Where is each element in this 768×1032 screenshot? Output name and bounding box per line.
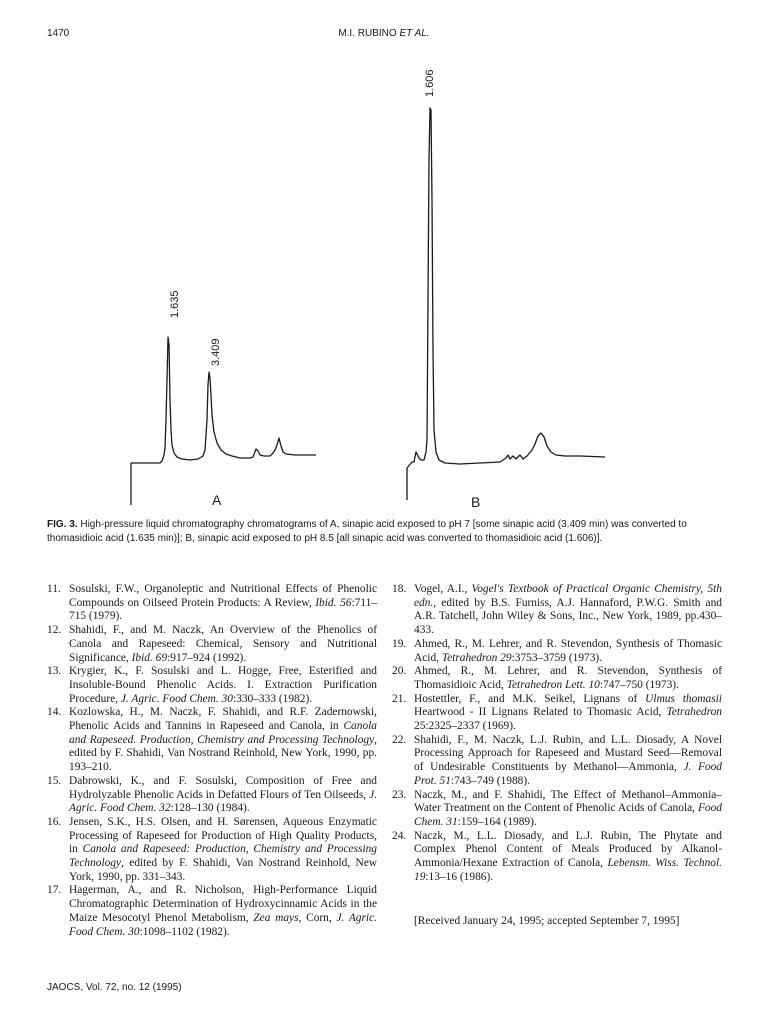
reference-number: 19. xyxy=(392,637,407,650)
reference-text: Ibid. 56 xyxy=(315,596,352,609)
reference-text: :128–130 (1984). xyxy=(170,802,250,815)
reference-text: J. Food Prot. 51 xyxy=(414,761,723,787)
reference-text: Vogel, A.I., xyxy=(414,583,472,595)
peak-label-1-606: 1.606 xyxy=(424,69,436,97)
reference-text: :917–924 (1992). xyxy=(167,651,247,664)
chromatogram-panel-a xyxy=(131,337,316,505)
reference-text: J. Agric. Food Chem. 30 xyxy=(69,911,378,938)
reference-text: Krygier, K., F. Sosulski and L. Hogge, Free, Esterified and Insoluble-Bound Phenolic Acids. I. Extraction Purification Procedure, xyxy=(69,665,377,705)
reference-text: Hostettler, F., and M.K. Seikel, Lignans of xyxy=(414,692,646,705)
reference-text: , Corn, xyxy=(298,911,337,924)
panel-label-a: A xyxy=(212,492,222,508)
peak-label-1-635: 1.635 xyxy=(169,290,181,318)
reference-text: Jensen, S.K., H.S. Olsen, and H. Sørensen, Aqueous Enzymatic Processing of Rapeseed for Production of High Quality Products, in xyxy=(69,815,377,856)
reference-entry xyxy=(47,624,377,665)
reference-text: :747–750 (1973). xyxy=(599,678,679,691)
reference-text: Lebensm. Wiss. Technol. 19 xyxy=(414,857,722,883)
page-number: 1470 xyxy=(47,28,70,39)
panel-b-trace xyxy=(407,108,605,468)
reference-entry xyxy=(47,775,377,816)
running-title-et-al: ET AL. xyxy=(399,28,430,39)
reference-entry xyxy=(47,583,377,624)
reference-number: 13. xyxy=(47,665,62,678)
reference-number: 11. xyxy=(47,583,61,595)
reference-text: , edited by F. Shahidi, Van Nostrand Reinhold, New York, 1990, pp. 331–343. xyxy=(69,857,377,883)
reference-text: , edited by F. Shahidi, Van Nostrand Reinhold, New York, 1990, pp. 193–210. xyxy=(69,733,377,774)
journal-footer: JAOCS, Vol. 72, no. 12 (1995) xyxy=(47,982,182,993)
panel-a-trace xyxy=(131,337,316,463)
reference-text: :13–16 (1986). xyxy=(425,870,494,883)
reference-text: J. Agric. Food Chem. 32 xyxy=(69,788,377,815)
reference-text: Heartwood - II Lignans Related to Thomasic Acid, xyxy=(414,706,667,719)
reference-text: Shahidi, F., M. Naczk, L.J. Rubin, and L.L. Diosady, A Novel Processing Approach for Rapeseed and Mustard Seed—Removal of Undesirable Constituents by Methanol—Ammonia, xyxy=(414,733,722,774)
figure-caption-text: High-pressure liquid chromatography chromatograms of A, sinapic acid exposed to pH 7 [some sinapic acid (3.409 min) was converted to thomasidioic acid (1.635 min)]; B, sinapic acid exposed to pH 8.5 [all sinapic acid was converted to thomasidioic acid (1.606)]. xyxy=(47,519,687,544)
received-accepted-note: [Received January 24, 1995; accepted September 7, 1995] xyxy=(414,915,680,927)
reference-entry xyxy=(392,734,722,789)
reference-text: Ahmed, R., M. Lehrer, and R. Stevendon, Synthesis of Thomasic Acid, xyxy=(414,637,722,664)
reference-text: Canola and Rapeseed: Production, Chemistry and Processing Technology xyxy=(69,843,377,870)
reference-text: Ibid. 69 xyxy=(131,651,168,664)
reference-text: Vogel's Textbook of Practical Organic Chemistry, 5th edn. xyxy=(414,583,722,609)
reference-text: Tetrahedron xyxy=(666,706,722,719)
reference-number: 24. xyxy=(392,829,407,842)
reference-number: 20. xyxy=(392,665,407,678)
peak-label-3-409: 3.409 xyxy=(210,338,222,366)
reference-text: Ahmed, R., M. Lehrer, and R. Stevendon, Synthesis of Thomasidioic Acid, xyxy=(414,665,722,691)
reference-number: 18. xyxy=(392,583,407,595)
reference-text: Kozlowska, H., M. Naczk, F. Shahidi, and R.F. Zadernowski, Phenolic Acids and Tannins in Rapeseed and Canola, in xyxy=(69,706,377,733)
reference-text: Zea mays xyxy=(253,911,299,924)
reference-text: Canola and Rapeseed. Production, Chemistry and Processing Technology xyxy=(69,720,377,746)
reference-text: Dabrowski, K., and F. Sosulski, Composition of Free and Hydrolyzable Phenolic Acids in Defatted Flours of Ten Oilseeds, xyxy=(69,774,377,801)
reference-number: 22. xyxy=(392,733,407,746)
reference-text: Hagerman, A., and R. Nicholson, High-Performance Liquid Chromatographic Determination of Hydroxycinnamic Acids in the Maize Mesocotyl Phenol Metabolism, xyxy=(69,884,377,924)
reference-number: 14. xyxy=(47,706,62,719)
reference-entry xyxy=(392,693,722,734)
reference-entry xyxy=(392,583,722,638)
reference-entry xyxy=(47,816,377,885)
reference-entry xyxy=(47,884,377,939)
reference-entry xyxy=(392,789,722,830)
reference-text: :330–333 (1982). xyxy=(232,692,313,705)
reference-text: :159–164 (1989). xyxy=(457,815,537,828)
reference-entry xyxy=(392,638,722,665)
reference-text: :743–749 (1988). xyxy=(450,774,531,787)
reference-entry xyxy=(392,830,722,885)
reference-text: Tetrahedron 29 xyxy=(441,651,512,664)
panel-label-b: B xyxy=(471,494,481,510)
reference-number: 21. xyxy=(392,692,407,705)
reference-entry xyxy=(392,665,722,692)
chromatogram-figure xyxy=(0,0,768,515)
references-right-column xyxy=(392,583,722,884)
reference-text: 25:2325–2337 (1969). xyxy=(414,720,516,733)
reference-text: Food Chem. 31 xyxy=(414,802,722,828)
reference-text: Ulmus thomasii xyxy=(645,692,722,705)
reference-number: 16. xyxy=(47,815,62,828)
reference-text: Naczk, M., and F. Shahidi, The Effect of Methanol–Ammonia–Water Treatment on the Content of Phenolic Acids of Canola, xyxy=(414,788,722,815)
figure-caption-lead: FIG. 3. xyxy=(47,519,78,530)
reference-text: Sosulski, F.W., Organoleptic and Nutritional Effects of Phenolic Compounds on Oilseed Protein Products: A Review, xyxy=(69,583,377,609)
reference-text: :1098–1102 (1982). xyxy=(139,925,230,938)
reference-text: J. Agric. Food Chem. 30 xyxy=(120,692,233,705)
reference-text: , edited by B.S. Furniss, A.J. Hannaford, P.W.G. Smith and A.R. Tatchell, John Wiley & Sons, Inc., New York, 1989, pp.430–433. xyxy=(414,596,722,637)
figure-caption xyxy=(47,518,723,546)
reference-text: :711–715 (1979). xyxy=(69,596,377,623)
reference-number: 12. xyxy=(47,624,62,637)
reference-entry xyxy=(47,665,377,706)
reference-number: 17. xyxy=(47,884,62,897)
reference-text: Tetrahedron Lett. 10 xyxy=(506,678,600,691)
reference-text: Naczk, M., L.L. Diosady, and L.J. Rubin, The Phytate and Complex Phenol Content of Meals Produced by Alkanol-Ammonia/Hexane Extraction of Canola, xyxy=(414,829,722,870)
references-left-column xyxy=(47,583,377,939)
reference-number: 23. xyxy=(392,788,407,801)
chromatogram-panel-b xyxy=(407,108,605,500)
reference-number: 15. xyxy=(47,774,62,787)
reference-entry xyxy=(47,706,377,775)
reference-text: Shahidi, F., and M. Naczk, An Overview of the Phenolics of Canola and Rapeseed: Chemical, Sensory and Nutritional Significance, xyxy=(69,624,377,664)
reference-text: :3753–3759 (1973). xyxy=(511,651,603,664)
running-title-authors: M.I. RUBINO xyxy=(338,28,397,39)
